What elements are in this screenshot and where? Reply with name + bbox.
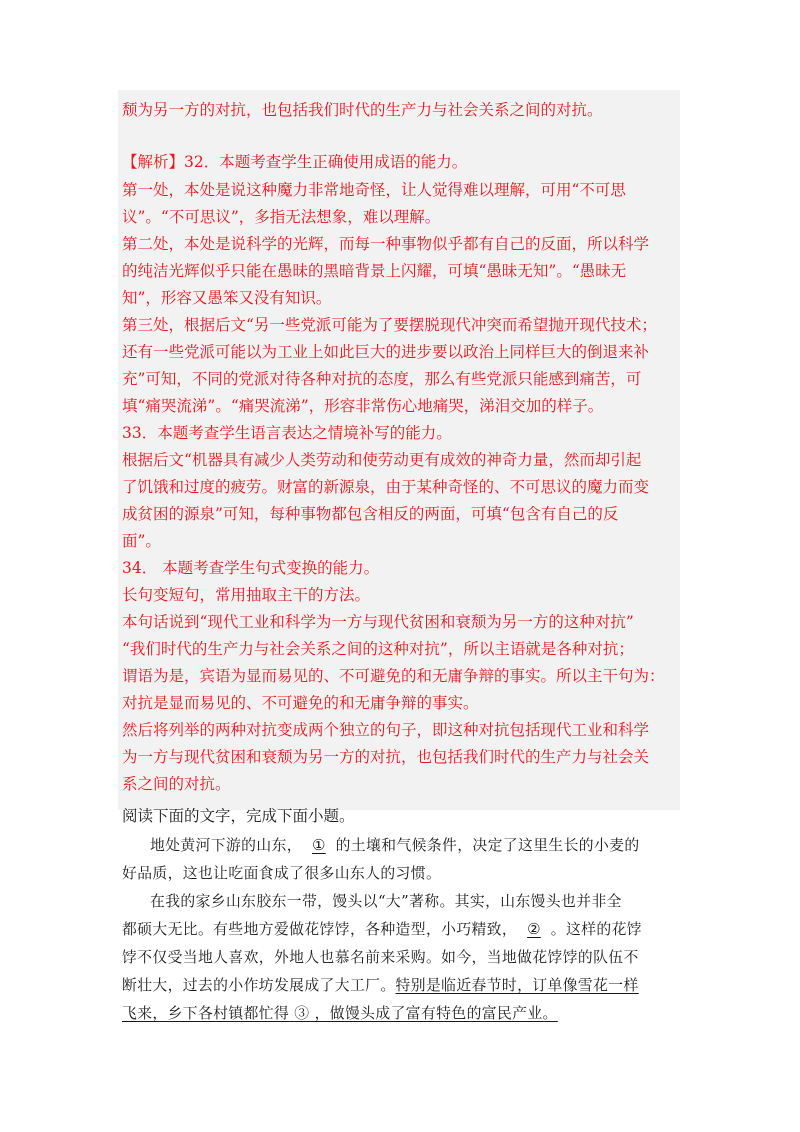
analysis-line: 充”可知，不同的党派对待各种对抗的态度，那么有些党派只能感到痛苦，可 [122, 370, 642, 388]
analysis-line: “我们时代的生产力与社会关系之间的这种对抗”，所以主语就是各种对抗； [122, 640, 634, 658]
analysis-line: 还有一些党派可能以为工业上如此巨大的进步要以政治上同样巨大的倒退来补 [122, 343, 650, 361]
analysis-heading-33: 33．本题考查学生语言表达之情境补写的能力。 [122, 424, 452, 442]
analysis-line: 为一方与现代贫困和衰颓为另一方的对抗，也包括我们时代的生产力与社会关 [122, 748, 650, 766]
passage-line: 饽不仅受当地人喜欢，外地人也慕名前来采购。如今，当地做花饽饽的队伍不 [122, 949, 639, 966]
underlined-sentence [122, 1005, 558, 1022]
passage-text: 断壮大，过去的小作坊发展成了大工厂。 [122, 977, 396, 994]
analysis-line: 的纯洁光辉似乎只能在愚昧的黑暗背景上闪耀，可填“愚昧无知”。“愚昧无 [122, 262, 627, 280]
analysis-line: 谓语为是，宾语为显而易见的、不可避免的和无庸争辩的事实。所以主干句为： [122, 667, 665, 685]
analysis-line: 成贫困的源泉”可知，每种事物都包含相反的两面，可填“包含有自己的反 [122, 505, 619, 523]
analysis-line: 议”。“不可思议”，多指无法想象，难以理解。 [122, 208, 441, 226]
passage-text: 飞来，乡下各村镇都忙得 [122, 1005, 290, 1022]
passage-line: 好品质，这也让吃面食成了很多山东人的习惯。 [122, 865, 442, 882]
analysis-line: 对抗是显而易见的、不可避免的和无庸争辩的事实。 [122, 694, 479, 712]
analysis-line: 第三处，根据后文“另一些党派可能为了要摆脱现代冲突而希望抛开现代技术； [122, 316, 657, 334]
analysis-heading-34: 34． 本题考查学生句式变换的能力。 [122, 559, 380, 577]
analysis-line: 第二处，本处是说科学的光辉，而每一种事物似乎都有自己的反面，所以科学 [122, 235, 650, 253]
analysis-heading-32: 【解析】32．本题考查学生正确使用成语的能力。 [122, 153, 468, 171]
underlined-sentence: 特别是临近春节时，订单像雪花一样 [395, 977, 639, 994]
analysis-line: 了饥饿和过度的疲劳。财富的新源泉，由于某种奇怪的、不可思议的魔力而变 [122, 478, 650, 496]
analysis-line: 根据后文“机器具有减少人类劳动和使劳动更有成效的神奇力量，然而却引起 [122, 451, 642, 469]
passage-text: 都硕大无比。有些地方爱做花饽饽，各种造型，小巧精致， [122, 921, 518, 938]
passage-line [122, 920, 642, 940]
passage-text: 。这样的花饽 [550, 921, 642, 938]
passage-text: ，做馒头成了富有特色的富民产业。 [314, 1005, 558, 1022]
passage-line [122, 1004, 558, 1024]
analysis-line: 长句变短句，常用抽取主干的方法。 [122, 586, 371, 604]
blank-3: ③ [294, 1005, 310, 1022]
blank-1: ① [311, 837, 326, 854]
analysis-line: 系之间的对抗。 [122, 775, 231, 793]
analysis-line: 知”，形容又愚笨又没有知识。 [122, 289, 332, 307]
analysis-line: 本句话说到“现代工业和科学为一方与现代贫困和衰颓为另一方的这种对抗” [122, 613, 634, 631]
passage-line: 在我的家乡山东胶东一带，馒头以“大”著称。其实，山东馒头也并非全 [150, 893, 622, 910]
passage-text: 的土壤和气候条件，决定了这里生长的小麦的 [335, 837, 640, 854]
passage-line [122, 976, 639, 996]
analysis-line: 然后将列举的两种对抗变成两个独立的句子，即这种对抗包括现代工业和科学 [122, 721, 650, 739]
passage-text: 地处黄河下游的山东， [150, 837, 302, 854]
passage-line [150, 836, 640, 856]
question-intro: 阅读下面的文字，完成下面小题。 [122, 807, 355, 825]
analysis-line: 第一处，本处是说这种魔力非常地奇怪，让人觉得难以理解，可用“不可思 [122, 181, 626, 199]
answer-line-1: 颓为另一方的对抗，也包括我们时代的生产力与社会关系之间的对抗。 [122, 101, 603, 119]
blank-2: ② [527, 921, 541, 938]
analysis-line: 面”。 [122, 532, 161, 550]
analysis-line: 填“痛哭流涕”。“痛哭流涕”，形容非常伤心地痛哭，涕泪交加的样子。 [122, 397, 604, 415]
